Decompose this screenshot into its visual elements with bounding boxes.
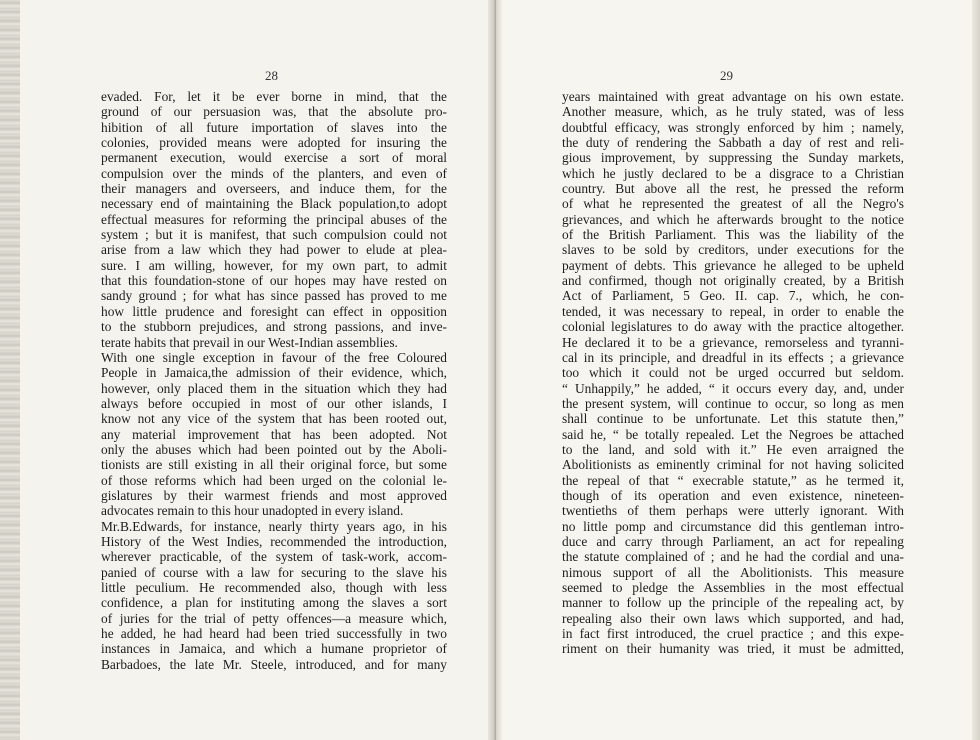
text-line: their managers and overseers, and induce them, for the: [101, 181, 447, 197]
text-line: of those reforms which had been urged on the colonial le-: [101, 472, 447, 488]
text-line: no little pomp and circumstance did this gentleman intro-: [562, 518, 904, 534]
book-gutter: [488, 0, 502, 740]
text-line: to the land, and sold with it.” He even arraigned the: [562, 441, 904, 457]
text-line: Another measure, which, as he truly stated, was of less: [562, 104, 904, 120]
left-page-text: [101, 89, 447, 672]
text-line: People in Jamaica,the admission of their evidence, which,: [101, 365, 447, 381]
text-line: little peculium. He recommended also, though with less: [101, 580, 447, 595]
text-line: the duty of rendering the Sabbath a day of rest and reli-: [562, 135, 904, 151]
right-page-number: 29: [720, 68, 733, 83]
text-line: Barbadoes, the late Mr. Steele, introduced, and for many: [101, 656, 447, 672]
text-line: cal in its principle, and dreadful in its effects ; a grievance: [562, 349, 904, 365]
text-line: Act of Parliament, 5 Geo. II. cap. 7., which, he con-: [562, 288, 904, 304]
text-line: to the stubborn prejudices, and strong passions, and inve-: [101, 319, 447, 335]
text-line: know not any vice of the system that has been rooted out,: [101, 411, 447, 427]
text-line: effectual measures for reforming the principal abuses of the: [101, 211, 447, 227]
text-line: payment of debts. This grievance he alleged to be upheld: [562, 257, 904, 273]
text-line: the repeal of that “ execrable statute,” as he termed it,: [562, 472, 904, 488]
right-page-text: [562, 89, 904, 657]
text-line: manner to follow up the principle of the repealing act, by: [562, 595, 904, 611]
text-line: that this foundation-stone of our hopes may have rested on: [101, 273, 447, 289]
text-line: duce and carry through Parliament, an act for repealing: [562, 533, 904, 549]
text-line: any material improvement that has been adopted. Not: [101, 426, 447, 442]
left-page-edge: [0, 0, 20, 740]
text-line: only the abuses which had been pointed out by the Aboli-: [101, 441, 447, 457]
text-line: “ Unhappily,” he added, “ it occurs every day, and, under: [562, 380, 904, 396]
text-line: ground of our persuasion was, that the absolute pro-: [101, 104, 447, 120]
text-line: Abolitionists as eminently criminal for not having solicited: [562, 457, 904, 473]
text-line: always before occupied in most of our other islands, I: [101, 395, 447, 411]
text-line: seemed to pledge the Assemblies in the most effectual: [562, 580, 904, 595]
text-line: History of the West Indies, recommended the introduction,: [101, 533, 447, 549]
text-line: said he, “ be totally repealed. Let the Negroes be attached: [562, 426, 904, 442]
text-line: With one single exception in favour of the free Coloured: [101, 349, 447, 365]
text-line: how little prudence and foresight can effect in opposition: [101, 303, 447, 319]
text-line: though of its operation and even existence, nineteen-: [562, 487, 904, 503]
text-line: in fact first introduced, the cruel practice ; and this expe-: [562, 626, 904, 642]
text-line: colonial legislatures to do away with the practice altogether.: [562, 319, 904, 335]
text-line: which he justly declared to be a disgrace to a Christian: [562, 165, 904, 181]
text-line: He declared it to be a grievance, remorseless and tyranni-: [562, 334, 904, 350]
text-line: wherever practicable, of the system of task-work, accom-: [101, 549, 447, 565]
text-line: and confirmed, though not originally created, by a British: [562, 273, 904, 289]
text-line: years maintained with great advantage on his own estate.: [562, 89, 904, 104]
text-line: Mr.B.Edwards, for instance, nearly thirty years ago, in his: [101, 518, 447, 534]
text-line: twentieths of them perhaps were utterly ignorant. With: [562, 503, 904, 519]
text-line: system ; but it is manifest, that such compulsion could not: [101, 227, 447, 243]
text-line: necessary end of maintaining the Black population,to adopt: [101, 196, 447, 212]
text-line: sandy ground ; for what has since passed has proved to me: [101, 288, 447, 304]
text-line: sure. I am willing, however, for my own part, to admit: [101, 257, 447, 273]
text-line: slaves to be sold by creditors, under executions for the: [562, 242, 904, 258]
right-page-edge: [972, 0, 980, 740]
text-line: of juries for the trial of petty offences—a measure which,: [101, 610, 447, 626]
text-line: evaded. For, let it be ever borne in mind, that the: [101, 89, 447, 104]
text-line: he added, he had heard had been tried successfully in two: [101, 626, 447, 642]
text-line: too which it could not be urged occurred but seldom.: [562, 365, 904, 381]
text-line: of the British Parliament. This was the liability of the: [562, 227, 904, 243]
text-line: tended, it was necessary to repeal, in order to enable the: [562, 303, 904, 319]
text-line: of what he represented the greatest of all the Negro's: [562, 196, 904, 212]
text-line: riment on their humanity was tried, it must be admitted,: [562, 641, 904, 657]
text-line: however, only placed them in the situation which they had: [101, 380, 447, 396]
text-line: grievances, and which he afterwards brought to the notice: [562, 211, 904, 227]
text-line: repealing also their own laws which supported, and had,: [562, 610, 904, 626]
text-line: doubtful efficacy, was strongly enforced by him ; namely,: [562, 119, 904, 135]
text-line: instances in Jamaica, and which a humane proprietor of: [101, 641, 447, 657]
text-line: nimous support of all the Abolitionists. This measure: [562, 564, 904, 580]
text-line: country. But above all the rest, he pressed the reform: [562, 181, 904, 197]
text-line: the statute complained of ; and he had the cordial and una-: [562, 549, 904, 565]
text-line: permanent execution, would exercise a sort of moral: [101, 150, 447, 166]
text-line: compulsion over the minds of the planters, and even of: [101, 165, 447, 181]
left-page-number: 28: [265, 68, 278, 83]
text-line: gislatures by their warmest friends and most approved: [101, 487, 447, 503]
text-line: advocates remain to this hour unadopted in every island.: [101, 503, 404, 519]
text-line: panied of course with a law for securing to the slave his: [101, 564, 447, 580]
text-line: the present system, will continue to occur, so long as men: [562, 395, 904, 411]
text-line: gious improvement, by suppressing the Sunday markets,: [562, 150, 904, 166]
text-line: confidence, a plan for instituting among the slaves a sort: [101, 595, 447, 611]
text-line: colonies, provided means were adopted for insuring the: [101, 135, 447, 151]
text-line: hibition of all future importation of slaves into the: [101, 119, 447, 135]
text-line: terate habits that prevail in our West-Indian assemblies.: [101, 334, 398, 350]
text-line: tionists are still existing in all their original force, but some: [101, 457, 447, 473]
text-line: arise from a law which they had power to elude at plea-: [101, 242, 447, 258]
text-line: shall continue to be unfortunate. Let this statute then,”: [562, 411, 904, 427]
right-page: [494, 0, 980, 740]
